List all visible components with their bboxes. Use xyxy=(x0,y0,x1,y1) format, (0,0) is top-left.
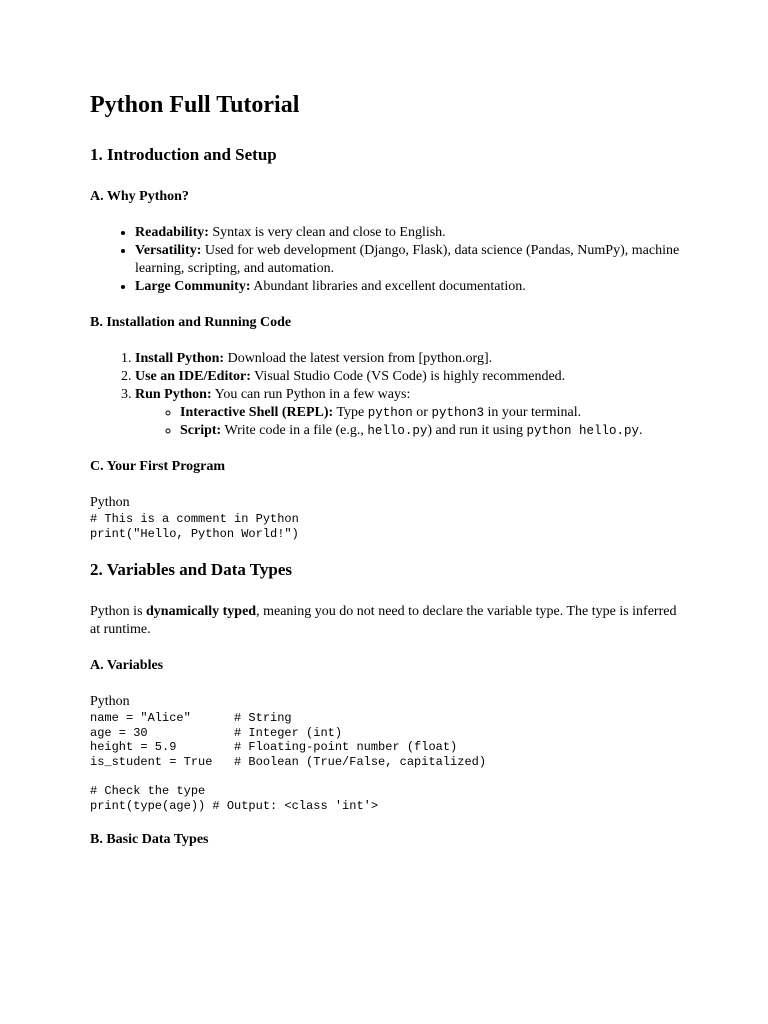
item-label: Versatility: xyxy=(135,243,202,258)
item-text: Syntax is very clean and close to English. xyxy=(208,225,446,240)
item-text: Write code in a file (e.g., xyxy=(221,423,368,438)
list-item xyxy=(135,242,690,278)
code-content: name = "Alice" # String age = 30 # Integer (int) height = 5.9 # Floating-point number (float) is_student = True # Boolean (True/False, capitalized) # Check the type print(type(age)) # Output: <class 'int'> xyxy=(90,711,487,813)
inline-code: python3 xyxy=(431,406,484,420)
code-block-first-program xyxy=(90,494,690,541)
subsection-heading-installation: B. Installation and Running Code xyxy=(90,315,292,330)
list-item xyxy=(135,224,690,242)
item-label: Install Python: xyxy=(135,351,225,366)
list-item xyxy=(135,350,690,368)
subsection-heading-basic-data-types: B. Basic Data Types xyxy=(90,832,209,848)
code-content: # This is a comment in Python print("Hello, Python World!") xyxy=(90,512,299,541)
item-text: Download the latest version from [python.org]. xyxy=(224,351,493,366)
inline-code: hello.py xyxy=(367,424,428,438)
item-text: in your terminal. xyxy=(483,405,582,420)
list-item xyxy=(135,278,690,296)
item-label: Run Python: xyxy=(135,387,212,402)
item-text: . xyxy=(639,423,643,438)
inline-code: python xyxy=(367,406,413,420)
section-heading-intro: 1. Introduction and Setup xyxy=(90,145,277,164)
code-block-variables xyxy=(90,693,690,813)
document-page xyxy=(90,90,690,867)
item-text: Abundant libraries and excellent documentation. xyxy=(250,279,526,294)
code-language-label: Python xyxy=(90,495,130,510)
item-text: ) and run it using xyxy=(427,423,527,438)
item-label: Large Community: xyxy=(135,279,251,294)
section-heading-variables: 2. Variables and Data Types xyxy=(90,560,292,580)
variables-intro xyxy=(90,603,690,639)
why-python-list xyxy=(90,224,690,296)
run-python-sublist xyxy=(135,404,690,440)
subsection-heading-first-program: C. Your First Program xyxy=(90,459,226,474)
item-label: Script: xyxy=(180,423,222,438)
code-language-label: Python xyxy=(90,694,130,710)
inline-code: python hello.py xyxy=(526,424,640,438)
page-title: Python Full Tutorial xyxy=(90,92,300,118)
intro-text: Python is xyxy=(90,604,147,620)
list-item xyxy=(135,386,690,440)
list-item xyxy=(180,422,690,440)
item-label: Use an IDE/Editor: xyxy=(135,369,251,384)
intro-text: , meaning you do not need to declare the variable type. The type is inferred at runtime. xyxy=(90,604,677,638)
item-text: You can run Python in a few ways: xyxy=(211,387,411,402)
list-item xyxy=(180,404,690,422)
item-label: Interactive Shell (REPL): xyxy=(180,405,334,420)
list-item xyxy=(135,368,690,386)
subsection-heading-variables: A. Variables xyxy=(90,658,164,674)
item-text: Visual Studio Code (VS Code) is highly recommended. xyxy=(250,369,566,384)
item-text: Used for web development (Django, Flask), data science (Pandas, NumPy), machine learning, scripting, and automation. xyxy=(135,243,680,276)
intro-emphasis: dynamically typed xyxy=(146,604,257,620)
item-text: or xyxy=(412,405,432,420)
item-label: Readability: xyxy=(135,225,209,240)
subsection-heading-why-python: A. Why Python? xyxy=(90,189,189,204)
installation-steps xyxy=(90,350,690,440)
item-text: Type xyxy=(333,405,368,420)
